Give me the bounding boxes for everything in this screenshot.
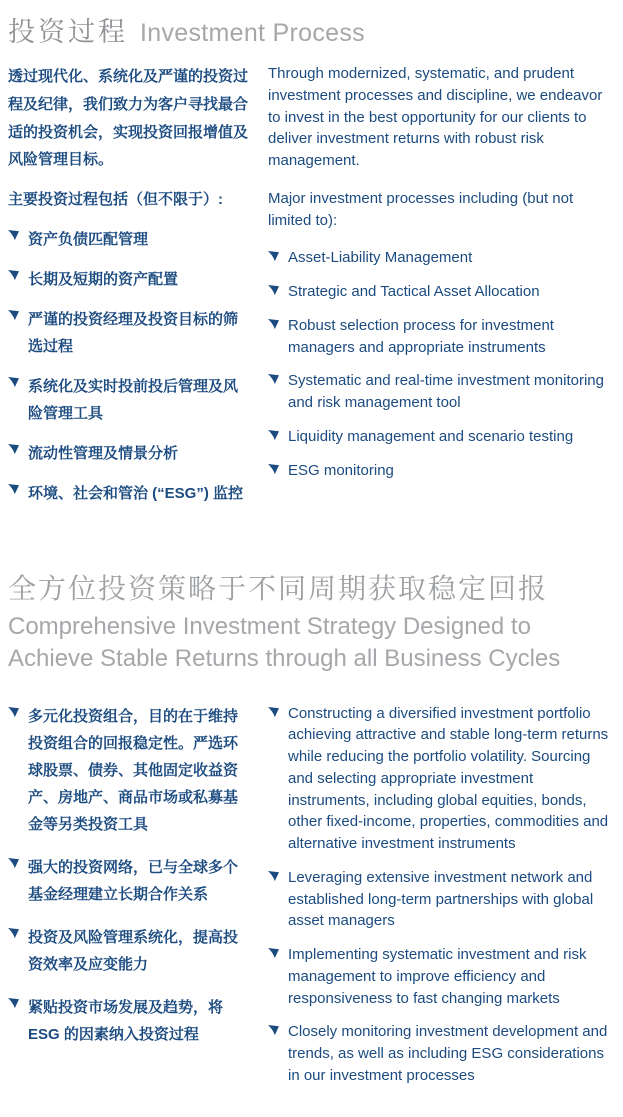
section1-header [8,10,615,49]
list-item [8,924,248,978]
section1-title-en: Investment Process [140,19,365,47]
list-item [8,226,248,253]
list-item [268,426,615,448]
section1-chinese-column [8,63,248,520]
bullet-arrow-icon [8,484,19,495]
bullet-text: Robust selection process for investment managers and appropriate instruments [288,316,554,356]
bullet-text: 严谨的投资经理及投资目标的筛选过程 [28,310,239,355]
list-item [8,373,248,427]
bullet-text: 投资及风险管理系统化，提高投资效率及应变能力 [28,928,239,973]
bullet-arrow-icon [8,230,19,241]
bullet-text: 多元化投资组合，目的在于维持投资组合的回报稳定性。严选环球股票、债券、其他固定收益资产、房地产、商品市场或私募基金等另类投资工具 [28,707,239,833]
section1-intro-zh: 透过现代化、系统化及严谨的投资过程及纪律，我们致力为客户寻找最合适的投资机会，实现投资回报增值及风险管理目标。 [8,68,249,169]
bullet-arrow-icon [8,270,19,281]
section2-title-zh: 全方位投资策略于不同周期获取稳定回报 [8,572,549,604]
list-item [268,247,615,269]
section1-english-column [268,63,615,493]
section1-bullet-list-zh [8,226,248,507]
bullet-arrow-icon [8,444,19,455]
bullet-arrow-icon [268,430,279,441]
section1-intro-en: Through modernized, systematic, and prudent investment processes and discipline, we endeavor to invest in the best opportunity for our clients to deliver investment returns with robust risk management. [268,65,603,169]
bullet-text: Strategic and Tactical Asset Allocation [288,283,540,300]
bullet-arrow-icon [268,319,279,330]
section1-list-intro-zh: 主要投资过程包括（但不限于）: [8,191,223,208]
bullet-arrow-icon [8,998,19,1009]
bullet-text: 资产负债匹配管理 [28,230,149,248]
bullet-arrow-icon [268,707,279,718]
list-item [8,480,248,507]
bullet-arrow-icon [268,871,279,882]
list-item [268,1021,615,1086]
section2-bullet-list-zh [8,703,248,1048]
bullet-text: 强大的投资网络，已与全球多个基金经理建立长期合作关系 [28,858,239,903]
section1-columns [8,63,615,520]
list-item [268,867,615,932]
list-item [8,854,248,908]
list-item [268,370,615,414]
list-item [268,944,615,1009]
bullet-arrow-icon [268,251,279,262]
bullet-arrow-icon [268,1025,279,1036]
section2-header [8,572,615,675]
bullet-arrow-icon [8,310,19,321]
bullet-text: Leveraging extensive investment network and established long-term partnerships with global asset managers [288,868,594,930]
bullet-text: 环境、社会和管治 (“ESG”) 监控 [28,484,244,502]
bullet-text: 长期及短期的资产配置 [28,270,179,288]
section2-title-en: Comprehensive Investment Strategy Designed to Achieve Stable Returns through all Business Cycles [8,613,561,673]
section2-chinese-column [8,697,248,1064]
section2-columns [8,697,615,1099]
section1-bullet-list-en [268,247,615,481]
bullet-arrow-icon [268,374,279,385]
bullet-arrow-icon [8,928,19,939]
bullet-arrow-icon [8,377,19,388]
bullet-text: Closely monitoring investment development and trends, as well as including ESG considerations in our investment processes [288,1023,608,1084]
bullet-text: Liquidity management and scenario testing [288,427,574,445]
bullet-text: Implementing systematic investment and risk management to improve efficiency and responsiveness to fast changing markets [288,946,587,1007]
bullet-text: Constructing a diversified investment portfolio achieving attractive and stable long-term returns while reducing the portfolio volatility. Sourcing and selecting appropriate investment instruments, including global equities, bonds, other fixed-income, properties, commodities and alternative investment instruments [288,704,609,853]
list-item [8,703,248,838]
section2-english-column [268,697,615,1099]
list-item [8,994,248,1048]
section1-list-intro-en: Major investment processes including (but not limited to): [268,189,574,229]
list-item [8,306,248,360]
bullet-text: 紧贴投资市场发展及趋势，将 ESG 的因素纳入投资过程 [28,998,224,1043]
section1-title-zh: 投资过程 [8,17,128,47]
bullet-arrow-icon [268,285,279,296]
list-item [8,266,248,293]
section1-title [8,10,615,49]
list-item [268,460,615,482]
bullet-text: 系统化及实时投前投后管理及风险管理工具 [28,377,239,422]
bullet-text: 流动性管理及情景分析 [28,444,179,462]
bullet-arrow-icon [268,948,279,959]
bullet-text: Asset-Liability Management [288,249,473,267]
list-item [268,281,615,303]
list-item [268,315,615,359]
bullet-arrow-icon [8,858,19,869]
bullet-text: Systematic and real-time investment monitoring and risk management tool [288,372,604,411]
section2-bullet-list-en [268,703,615,1087]
bullet-arrow-icon [8,707,19,718]
bullet-text: ESG monitoring [288,461,394,479]
list-item [8,440,248,467]
bullet-arrow-icon [268,464,279,475]
list-item [268,703,615,855]
